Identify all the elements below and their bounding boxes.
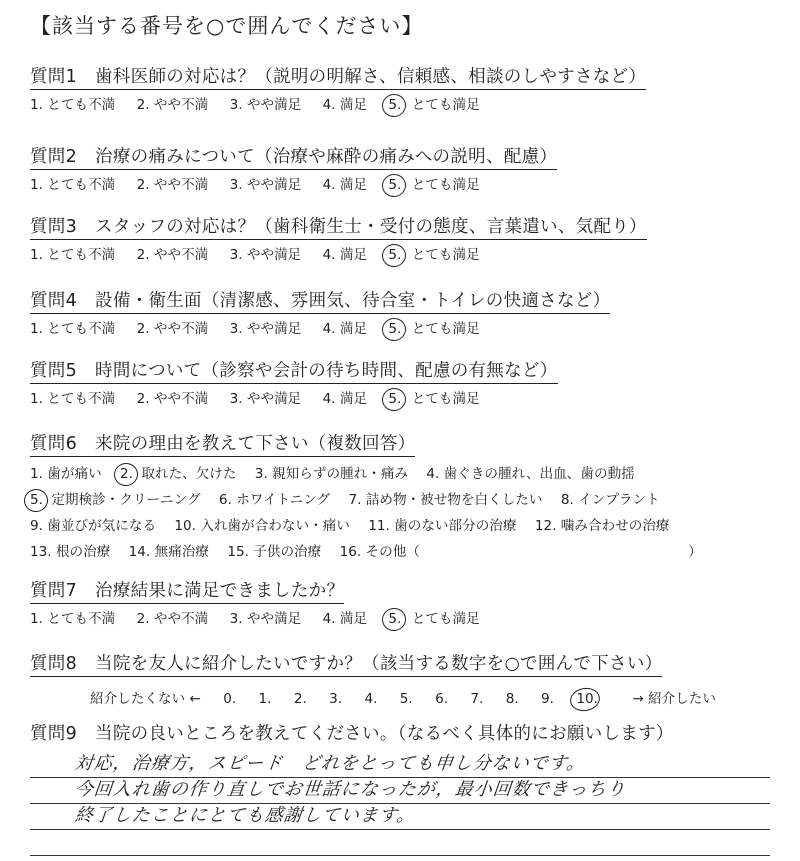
- scale-2[interactable]: 2.: [293, 691, 307, 707]
- option-5-label: とても満足: [411, 177, 480, 193]
- reason-2-circled[interactable]: 2.: [120, 466, 133, 482]
- question-title: スタッフの対応は？（歯科衛生士・受付の態度、言葉遣い、気配り）: [95, 217, 647, 237]
- option-2[interactable]: 2. やや不満: [136, 177, 209, 193]
- question-4: [30, 287, 770, 337]
- question-title: 時間について（診察や会計の待ち時間、配慮の有無など）: [95, 361, 558, 381]
- option-1[interactable]: 1. とても不満: [30, 321, 116, 337]
- scale-1[interactable]: 1.: [258, 691, 272, 707]
- option-2[interactable]: 2. やや不満: [136, 611, 209, 627]
- reason-14[interactable]: 14. 無痛治療: [128, 544, 209, 560]
- option-4[interactable]: 4. 満足: [322, 177, 368, 193]
- option-5-label: とても満足: [411, 321, 480, 337]
- reason-8[interactable]: 8. インプラント: [560, 492, 660, 508]
- option-5-circled[interactable]: 5.: [388, 247, 402, 263]
- option-5-label: とても満足: [411, 97, 480, 113]
- option-5-circled[interactable]: 5.: [388, 177, 402, 193]
- question-title: 来院の理由を教えて下さい（複数回答）: [95, 434, 416, 454]
- scale-6[interactable]: 6.: [435, 691, 449, 707]
- form-heading: 【該当する番号を○で囲んでください】: [30, 14, 424, 38]
- question-number: 質問9: [30, 724, 78, 744]
- answer-line: [30, 804, 770, 830]
- option-2[interactable]: 2. やや不満: [136, 247, 209, 263]
- question-title: 歯科医師の対応は？（説明の明解さ、信頼感、相談のしやすさなど）: [95, 67, 647, 87]
- option-5-circled[interactable]: 5.: [388, 391, 402, 407]
- question-6: [30, 430, 770, 560]
- option-2[interactable]: 2. やや不満: [136, 97, 209, 113]
- reason-13[interactable]: 13. 根の治療: [30, 544, 111, 560]
- option-3[interactable]: 3. やや満足: [229, 611, 302, 627]
- scale-10-circled[interactable]: 10.: [576, 691, 598, 707]
- question-title: 治療結果に満足できましたか？: [95, 581, 345, 601]
- option-5-label: とても満足: [411, 247, 480, 263]
- option-5-circled[interactable]: 5.: [388, 321, 402, 337]
- option-1[interactable]: 1. とても不満: [30, 177, 116, 193]
- question-number: 質問4: [30, 291, 78, 311]
- scale-9[interactable]: 9.: [541, 691, 554, 707]
- option-2[interactable]: 2. やや不満: [136, 321, 209, 337]
- scale-4[interactable]: 4.: [364, 691, 378, 707]
- reason-1[interactable]: 1. 歯が痛い: [30, 466, 102, 482]
- question-1: [30, 63, 770, 113]
- reason-6[interactable]: 6. ホワイトニング: [218, 492, 331, 508]
- question-number: 質問1: [30, 67, 78, 87]
- scale-3[interactable]: 3.: [329, 691, 343, 707]
- handwritten-answer-line-2: 今回入れ歯の作り直しでお世話になったが，最小回数できっちり: [73, 779, 627, 800]
- option-3[interactable]: 3. やや満足: [229, 247, 302, 263]
- option-1[interactable]: 1. とても不満: [30, 391, 116, 407]
- reason-9[interactable]: 9. 歯並びが気になる: [30, 518, 157, 534]
- reason-15[interactable]: 15. 子供の治療: [227, 544, 322, 560]
- question-number: 質問2: [30, 147, 78, 167]
- reason-4[interactable]: 4. 歯ぐきの腫れ、出血、歯の動揺: [426, 466, 635, 482]
- option-2[interactable]: 2. やや不満: [136, 391, 209, 407]
- option-3[interactable]: 3. やや満足: [229, 177, 302, 193]
- question-number: 質問5: [30, 361, 78, 381]
- option-4[interactable]: 4. 満足: [322, 321, 368, 337]
- question-3: [30, 213, 770, 263]
- question-8: [30, 650, 770, 707]
- reason-5-circled[interactable]: 5.: [30, 492, 43, 508]
- option-4[interactable]: 4. 満足: [322, 97, 368, 113]
- scale-8[interactable]: 8.: [505, 691, 519, 707]
- option-1[interactable]: 1. とても不満: [30, 97, 116, 113]
- reason-11[interactable]: 11. 歯のない部分の治療: [368, 518, 517, 534]
- handwritten-answer-line-1: 対応，治療方，スピード どれをとっても申し分ないです。: [73, 753, 587, 774]
- question-title: 治療の痛みについて（治療や麻酔の痛みへの説明、配慮）: [95, 147, 558, 167]
- answer-line: [30, 830, 770, 856]
- reason-10[interactable]: 10. 入れ歯が合わない・痛い: [174, 518, 350, 534]
- reason-16[interactable]: 16. その他（: [339, 544, 420, 560]
- option-5-circled[interactable]: 5.: [388, 97, 402, 113]
- handwritten-answer-line-3: 終了したことにとても感謝しています。: [73, 805, 417, 826]
- option-3[interactable]: 3. やや満足: [229, 391, 302, 407]
- question-number: 質問3: [30, 217, 78, 237]
- reason-3[interactable]: 3. 親知らずの腫れ・痛み: [254, 466, 409, 482]
- question-7: [30, 577, 770, 627]
- answer-area[interactable]: [30, 752, 770, 856]
- option-4[interactable]: 4. 満足: [322, 391, 368, 407]
- reason-7[interactable]: 7. 詰め物・被せ物を白くしたい: [348, 492, 543, 508]
- option-5-circled[interactable]: 5.: [388, 611, 402, 627]
- option-3[interactable]: 3. やや満足: [229, 97, 302, 113]
- question-2: [30, 143, 770, 193]
- question-title: 当院の良いところを教えてください。（なるべく具体的にお願いします）: [95, 724, 674, 744]
- question-title: 当院を友人に紹介したいですか？（該当する数字を○で囲んで下さい）: [95, 654, 663, 674]
- reason-12[interactable]: 12. 噛み合わせの治療: [534, 518, 670, 534]
- option-4[interactable]: 4. 満足: [322, 247, 368, 263]
- question-number: 質問6: [30, 434, 78, 454]
- scale-right-label: → 紹介したい: [632, 691, 716, 707]
- question-number: 質問7: [30, 581, 78, 601]
- scale-0[interactable]: 0.: [223, 691, 237, 707]
- option-5-label: とても満足: [411, 611, 480, 627]
- recommend-scale: [30, 687, 770, 707]
- reason-5-label: 定期検診・クリーニング: [51, 492, 201, 508]
- option-4[interactable]: 4. 満足: [322, 611, 368, 627]
- other-paren-close: ）: [688, 544, 702, 560]
- option-3[interactable]: 3. やや満足: [229, 321, 302, 337]
- scale-7[interactable]: 7.: [470, 691, 484, 707]
- question-9: [30, 720, 770, 746]
- option-1[interactable]: 1. とても不満: [30, 247, 116, 263]
- question-title: 設備・衛生面（清潔感、雰囲気、待合室・トイレの快適さなど）: [95, 291, 611, 311]
- reason-2-label: 取れた、欠けた: [141, 466, 237, 482]
- option-1[interactable]: 1. とても不満: [30, 611, 116, 627]
- scale-5[interactable]: 5.: [399, 691, 413, 707]
- scale-left-label: 紹介したくない ←: [90, 691, 201, 707]
- question-number: 質問8: [30, 654, 78, 674]
- question-5: [30, 357, 770, 407]
- option-5-label: とても満足: [411, 391, 480, 407]
